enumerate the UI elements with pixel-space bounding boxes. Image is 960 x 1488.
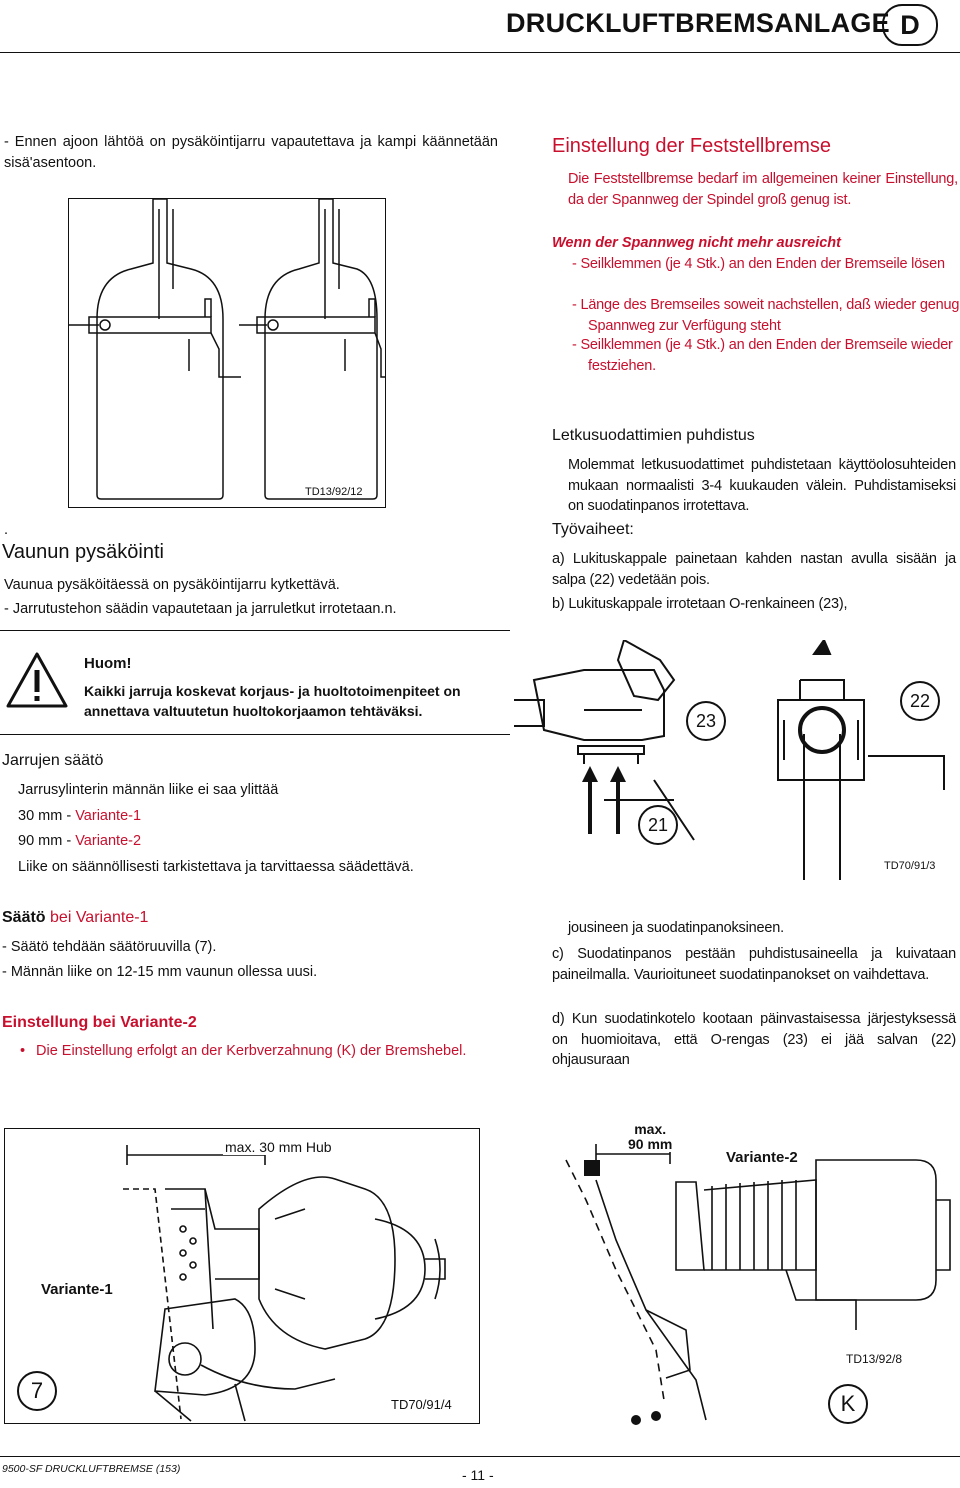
section-title-brake-adjust: Jarrujen säätö	[2, 752, 104, 769]
adjust-line-1: Jarrusylinterin männän liike ei saa ylittää	[18, 782, 279, 798]
page-title: DRUCKLUFTBREMSANLAGE	[506, 8, 890, 38]
figure-label: TD13/92/12	[305, 486, 363, 498]
feststellbremse-step-1: - Seilklemmen (je 4 Stk.) an den Enden der Bremseile lösen	[572, 256, 945, 272]
feststellbremse-subhead: Wenn der Spannweg nicht mehr ausreicht	[552, 235, 841, 251]
step-a: a) Lukituskappale painetaan kahden nastan avulla sisään ja salpa (22) vedetään pois.	[552, 551, 956, 588]
intro-text: - Ennen ajoon lähtöä on pysäköintijarru vapautettava ja kampi käännetään sisä'asentoon.	[4, 134, 498, 171]
figure-label: TD13/92/8	[846, 1352, 903, 1366]
section-title-saato	[2, 909, 148, 927]
variante-2-drawing	[556, 1120, 960, 1430]
warning-triangle-icon	[4, 650, 70, 712]
adjust-v1-prefix: 30 mm -	[18, 808, 76, 824]
brake-cylinder-figure	[68, 198, 386, 508]
steps-title: Työvaiheet:	[552, 521, 634, 538]
footer-left: 9500-SF DRUCKLUFTBREMSE (153)	[2, 1463, 181, 1475]
step-c: c) Suodatinpanos pestään puhdistusaineella ja kuivataan paineilmalla. Vaurioituneet suodatinpanokset on vaihdettava.	[552, 946, 956, 983]
saato-line-1: - Säätö tehdään säätöruuvilla (7).	[2, 939, 217, 955]
list-dot: .	[4, 522, 9, 538]
step-b-continued: jousineen ja suodatinpanoksineen.	[568, 920, 784, 936]
language-badge: D	[882, 4, 938, 46]
filter-drawing	[514, 640, 960, 880]
figure-label: TD70/91/4	[391, 1397, 452, 1412]
saato-line-2: - Männän liike on 12-15 mm vaunun ollessa uusi.	[2, 964, 318, 980]
warning-icon	[4, 650, 70, 712]
variante-2-figure	[556, 1120, 960, 1430]
adjust-v2-prefix: 90 mm -	[18, 833, 76, 849]
step-d: d) Kun suodatinkotelo kootaan päinvastaisessa järjestyksessä on huomioitava, että O-rengas (23) ei jää salvan (22) ohjausuraan	[552, 1011, 956, 1068]
page-number: - 11 -	[462, 1467, 494, 1483]
callout-7: 7	[17, 1371, 57, 1411]
adjust-v1-variant: Variante-1	[75, 808, 142, 824]
figure-label: TD70/91/3	[884, 860, 936, 872]
step-b: b) Lukituskappale irrotetaan O-renkaineen (23),	[552, 596, 848, 612]
section-title-filters: Letkusuodattimien puhdistus	[552, 427, 755, 444]
adjust-line-v2	[18, 831, 141, 852]
filter-figure	[514, 640, 960, 880]
warning-text: Kaikki jarruja koskevat korjaus- ja huoltotoimenpiteet on annettava valtuutetun huoltokorjaamon tehtäväksi.	[84, 683, 461, 719]
callout-23: 23	[686, 701, 726, 741]
callout-22: 22	[900, 681, 940, 721]
footer-rule	[0, 1456, 960, 1457]
brake-cylinder-drawing	[69, 199, 385, 507]
max-90-label	[628, 1122, 672, 1152]
feststellbremse-step-3: - Seilklemmen (je 4 Stk.) an den Enden der Bremseile wieder festziehen.	[572, 337, 953, 374]
variante-2-label: Variante-2	[726, 1149, 798, 1166]
section-title-feststellbremse: Einstellung der Feststellbremse	[552, 135, 832, 157]
saato-title-bold: Säätö	[2, 909, 46, 926]
callout-k: K	[828, 1384, 868, 1424]
variante-1-label: Variante-1	[41, 1281, 113, 1298]
warning-top-rule	[0, 630, 510, 631]
header-rule	[0, 52, 960, 53]
adjust-v2-variant: Variante-2	[75, 833, 142, 849]
bullet-dot: •	[20, 1043, 26, 1059]
max-value-label: 90 mm	[628, 1136, 673, 1152]
einstellung-v2-bullet	[20, 1041, 500, 1062]
callout-21: 21	[638, 805, 678, 845]
warning-bottom-rule	[0, 734, 510, 735]
section-title-parking: Vaunun pysäköinti	[2, 541, 164, 563]
parking-line-2: - Jarrutustehon säädin vapautetaan ja jarruletkut irrotetaan.n.	[4, 601, 397, 617]
filters-para: Molemmat letkusuodattimet puhdistetaan käyttöolosuhteiden mukaan normaalisti 3-4 kuukauden välein. Puhdistamiseksi on suodatinpanos irrotettava.	[568, 457, 956, 514]
feststellbremse-step-2: - Länge des Bremseiles soweit nachstellen, daß wieder genug Spannweg zur Verfügung steht	[572, 297, 960, 334]
saato-title-red: bei Variante-1	[45, 909, 149, 926]
adjust-line-4: Liike on säännöllisesti tarkistettava ja tarvittaessa säädettävä.	[18, 859, 414, 875]
warning-title: Huom!	[84, 655, 132, 672]
section-title-einstellung-v2: Einstellung bei Variante-2	[2, 1014, 197, 1031]
feststellbremse-para: Die Feststellbremse bedarf im allgemeinen keiner Einstellung, da der Spannweg der Spindel groß genug ist.	[568, 171, 958, 208]
parking-line-1: Vaunua pysäköitäessä on pysäköintijarru kytkettävä.	[4, 577, 340, 593]
max-hub-label: max. 30 mm Hub	[225, 1139, 332, 1155]
variante-1-figure	[4, 1128, 480, 1424]
adjust-line-v1	[18, 806, 141, 827]
variante-1-drawing	[5, 1129, 479, 1423]
einstellung-v2-text: Die Einstellung erfolgt an der Kerbverzahnung (K) der Bremshebel.	[36, 1043, 467, 1059]
max-label: max.	[634, 1121, 667, 1137]
